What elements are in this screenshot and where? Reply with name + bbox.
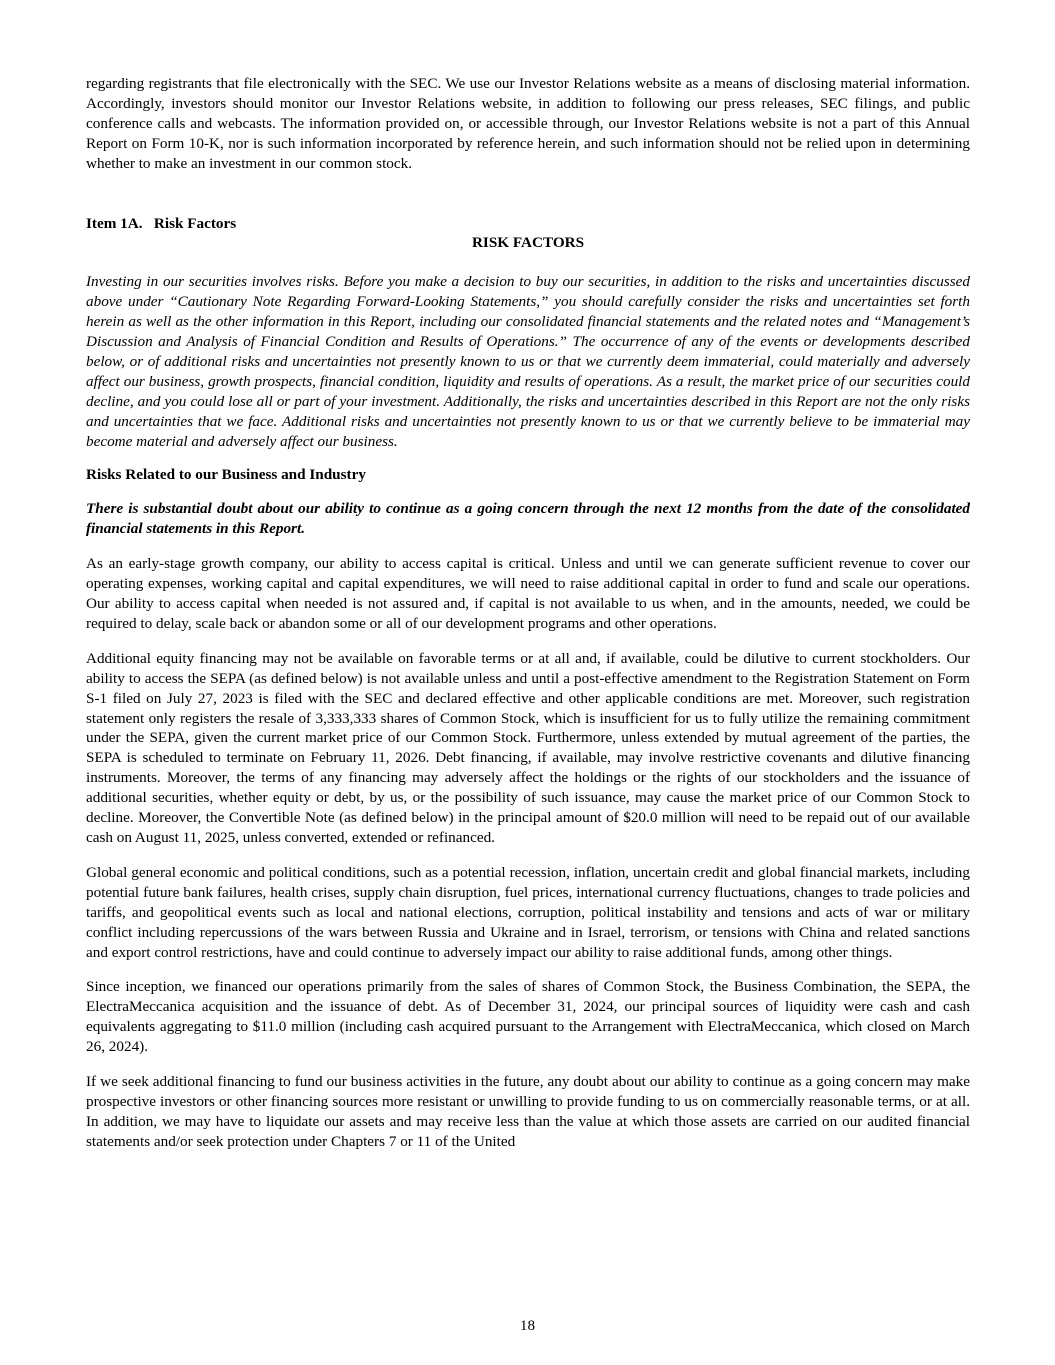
opening-paragraph: regarding registrants that file electronically with the SEC. We use our Investor Relations website as a means of disclosing material information. Accordingly, investors should monitor our Investor Relations website, in addition to following our press releases, SEC filings, and public conference calls and webcasts. The information provided on, or accessible through, our Investor Relations website is not a part of this Annual Report on Form 10-K, nor is such information incorporated by reference herein, and such information should not be relied upon in determining whether to make an investment in our common stock. (86, 75, 970, 172)
body-paragraph: Global general economic and political conditions, such as a potential recession, inflation, uncertain credit and global financial markets, including potential future bank failures, health crises, supply chain disruption, fuel prices, international currency fluctuations, changes to trade policies and tariffs, and geopolitical events such as local and national elections, corruption, political instability and tensions and acts of war or military conflict including repercussions of the wars between Russia and Ukraine and in Israel, terrorism, or tensions with China and related sanctions and export control restrictions, have and could continue to adversely impact our ability to raise additional funds, among other things. (86, 863, 970, 961)
page-number: 18 (519, 1317, 536, 1334)
item-heading: Item 1A. Risk Factors (86, 214, 237, 232)
section-subheading: Risks Related to our Business and Industry (86, 465, 366, 483)
body-paragraph: As an early-stage growth company, our ability to access capital is critical. Unless and until we can generate sufficient revenue to cover our operating expenses, working capital and capital expenditures, we will need to raise additional capital in order to fund and scale our operations. Our ability to access capital when needed is not assured and, if capital is not available to us when, and in the amounts, needed, we could be required to delay, scale back or abandon some or all of our development programs and other operations. (86, 555, 970, 632)
document-page (86, 74, 970, 1152)
section-title: RISK FACTORS (471, 234, 585, 252)
intro-paragraph: Investing in our securities involves risks. Before you make a decision to buy our securities, in addition to the risks and uncertainties discussed above under “Cautionary Note Regarding Forward-Looking Statements,” you should carefully consider the risks and uncertainties set forth herein as well as the other information in this Report, including our consolidated financial statements and the related notes and “Management’s Discussion and Analysis of Financial Condition and Results of Operations.” The occurrence of any of the events or developments described below, or of additional risks and uncertainties not presently known to us or that we currently deem immaterial, could materially and adversely affect our business, growth prospects, financial condition, liquidity and results of operations. As a result, the market price of our securities could decline, and you could lose all or part of your investment. Additionally, the risks and uncertainties described in this Report are not the only risks and uncertainties that we face. Additional risks and uncertainties not presently known to us or that we currently believe to be immaterial may become material and adversely affect our business. (86, 273, 970, 450)
body-paragraph: Additional equity financing may not be available on favorable terms or at all and, if available, could be dilutive to current stockholders. Our ability to access the SEPA (as defined below) is not available unless and until a post-effective amendment to the Registration Statement on Form S-1 filed on July 27, 2023 is filed with the SEC and declared effective and other applicable conditions are met. Moreover, such registration statement only registers the resale of 3,333,333 shares of Common Stock, which is insufficient for us to fully utilize the remaining commitment under the SEPA, given the current market price of our Common Stock. Furthermore, unless extended by mutual agreement of the parties, the SEPA is scheduled to terminate on February 11, 2026. Debt financing, if available, may involve restrictive covenants and dilutive financing instruments. Moreover, the terms of any financing may adversely affect the holdings or the rights of our stockholders and the issuance of additional securities, whether equity or debt, by us, or the possibility of such issuance, may cause the market price of our Common Stock to decline. Moreover, the Convertible Note (as defined below) in the principal amount of $20.0 million will need to be repaid out of our available cash on August 11, 2025, unless converted, extended or refinanced. (86, 649, 970, 846)
body-paragraph: Since inception, we financed our operations primarily from the sales of shares of Common Stock, the Business Combination, the SEPA, the ElectraMeccanica acquisition and the issuance of debt. As of December 31, 2024, our principal sources of liquidity were cash and cash equivalents aggregating to $11.0 million (including cash acquired pursuant to the Arrangement with ElectraMeccanica, which closed on March 26, 2024). (86, 978, 970, 1056)
body-paragraph: If we seek additional financing to fund our business activities in the future, any doubt about our ability to continue as a going concern may make prospective investors or other financing sources more resistant or unwilling to provide funding to us on commercially reasonable terms, or at all. In addition, we may have to liquidate our assets and may receive less than the value at which those assets are carried on our audited financial statements and/or seek protection under Chapters 7 or 11 of the United (86, 1073, 970, 1150)
risk-factor-title: There is substantial doubt about our ability to continue as a going concern through the next 12 months from the date of the consolidated financial statements in this Report. (86, 500, 970, 538)
